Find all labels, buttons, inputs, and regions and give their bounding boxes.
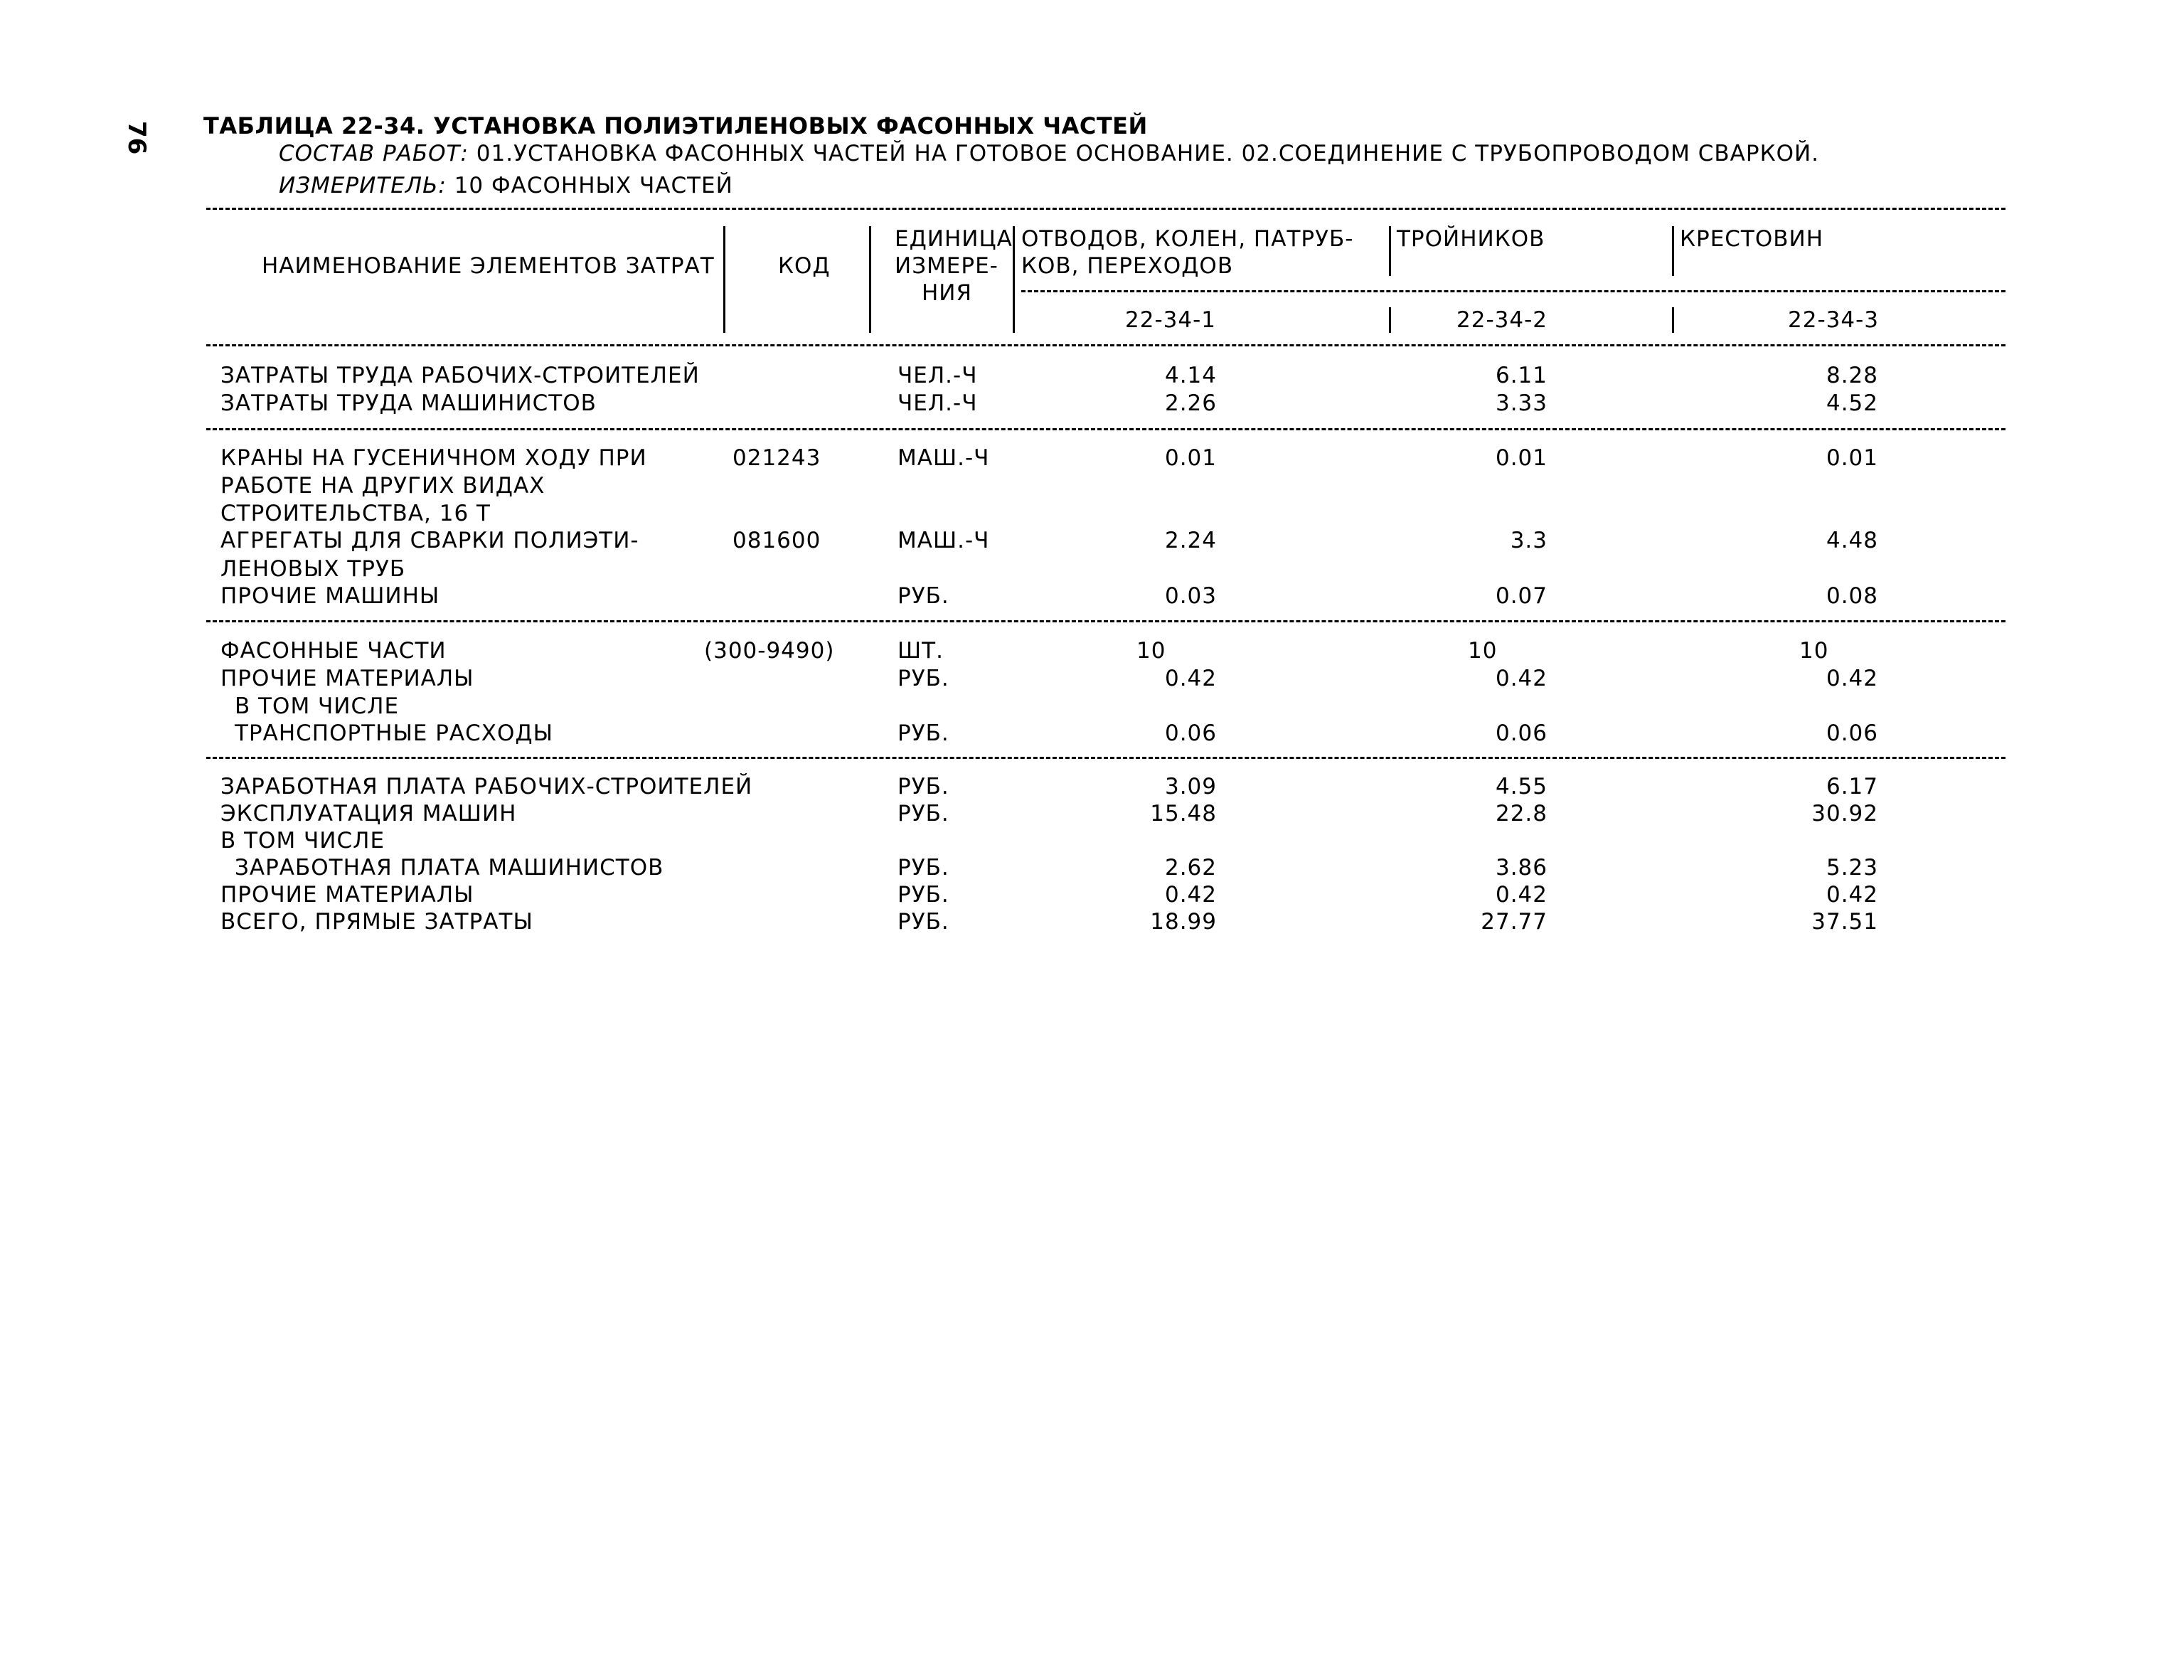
header-unit-3: НИЯ <box>922 280 973 306</box>
section-rule <box>206 620 2005 622</box>
row-code: 081600 <box>733 528 821 553</box>
header-bottom-rule <box>206 344 2005 346</box>
row-name: ЗАТРАТЫ ТРУДА РАБОЧИХ-СТРОИТЕЛЕЙ <box>220 363 700 388</box>
header-code: КОД <box>778 253 831 279</box>
row-name: ФАСОННЫЕ ЧАСТИ <box>220 638 447 664</box>
row-value-22-34-3: 6.17 <box>1826 774 1878 799</box>
row-name: АГРЕГАТЫ ДЛЯ СВАРКИ ПОЛИЭТИ- <box>220 528 639 553</box>
row-code: (300-9490) <box>704 638 835 664</box>
row-value-22-34-1: 10 <box>1136 638 1166 664</box>
row-unit: ЧЕЛ.-Ч <box>897 363 978 388</box>
row-value-22-34-1: 0.42 <box>1164 666 1217 691</box>
row-value-22-34-1: 2.62 <box>1164 855 1217 881</box>
header-separator <box>1389 226 1391 276</box>
header-separator <box>1672 226 1674 276</box>
row-value-22-34-1: 0.42 <box>1164 882 1217 908</box>
row-unit: МАШ.-Ч <box>897 528 990 553</box>
row-value-22-34-3: 37.51 <box>1811 909 1878 935</box>
row-value-22-34-1: 4.14 <box>1164 363 1217 388</box>
row-value-22-34-2: 3.3 <box>1510 528 1548 553</box>
row-value-22-34-1: 3.09 <box>1164 774 1217 799</box>
work-composition-text: 01.УСТАНОВКА ФАСОННЫХ ЧАСТЕЙ НА ГОТОВОЕ ОСНОВАНИЕ. 02.СОЕДИНЕНИЕ С ТРУБОПРОВОДОМ СВАРКОЙ. <box>476 141 1820 166</box>
row-value-22-34-1: 18.99 <box>1150 909 1217 935</box>
row-name: КРАНЫ НА ГУСЕНИЧНОМ ХОДУ ПРИ <box>220 445 647 471</box>
row-value-22-34-1: 0.06 <box>1164 721 1217 746</box>
row-name: ЛЕНОВЫХ ТРУБ <box>220 556 406 582</box>
row-unit: РУБ. <box>897 909 949 935</box>
row-unit: РУБ. <box>897 721 949 746</box>
row-value-22-34-3: 0.06 <box>1826 721 1878 746</box>
row-value-22-34-3: 0.01 <box>1826 445 1878 471</box>
meter-label: ИЗМЕРИТЕЛЬ: <box>279 173 447 198</box>
row-value-22-34-2: 22.8 <box>1495 801 1548 826</box>
row-value-22-34-3: 0.08 <box>1826 583 1878 609</box>
header-separator <box>1389 307 1391 333</box>
row-value-22-34-3: 0.42 <box>1826 882 1878 908</box>
row-value-22-34-2: 3.33 <box>1495 390 1548 416</box>
row-value-22-34-2: 0.01 <box>1495 445 1548 471</box>
header-unit-1: ЕДИНИЦА <box>895 226 1013 252</box>
header-separator <box>723 226 725 333</box>
row-name: ЗАРАБОТНАЯ ПЛАТА РАБОЧИХ-СТРОИТЕЛЕЙ <box>220 774 753 799</box>
row-value-22-34-3: 30.92 <box>1811 801 1878 826</box>
row-value-22-34-3: 10 <box>1799 638 1829 664</box>
page-number: 76 <box>122 121 151 155</box>
row-name: ПРОЧИЕ МАТЕРИАЛЫ <box>220 666 474 691</box>
row-value-22-34-3: 4.48 <box>1826 528 1878 553</box>
row-value-22-34-3: 0.42 <box>1826 666 1878 691</box>
row-value-22-34-2: 0.07 <box>1495 583 1548 609</box>
row-unit: РУБ. <box>897 583 949 609</box>
row-unit: РУБ. <box>897 666 949 691</box>
header-col1-line2: КОВ, ПЕРЕХОДОВ <box>1021 253 1234 279</box>
row-unit: РУБ. <box>897 882 949 908</box>
row-value-22-34-1: 0.03 <box>1164 583 1217 609</box>
row-value-22-34-2: 6.11 <box>1495 363 1548 388</box>
header-col3: КРЕСТОВИН <box>1680 226 1824 252</box>
row-name: РАБОТЕ НА ДРУГИХ ВИДАХ <box>220 473 545 499</box>
row-name: ЗАРАБОТНАЯ ПЛАТА МАШИНИСТОВ <box>235 855 664 881</box>
row-value-22-34-1: 15.48 <box>1150 801 1217 826</box>
header-separator <box>1672 307 1674 333</box>
row-name: В ТОМ ЧИСЛЕ <box>220 828 385 854</box>
header-name: НАИМЕНОВАНИЕ ЭЛЕМЕНТОВ ЗАТРАТ <box>262 253 715 279</box>
row-name: ТРАНСПОРТНЫЕ РАСХОДЫ <box>235 721 553 746</box>
header-top-rule <box>206 208 2005 210</box>
meter-text: 10 ФАСОННЫХ ЧАСТЕЙ <box>454 173 733 198</box>
row-value-22-34-3: 5.23 <box>1826 855 1878 881</box>
subheader-rule <box>1021 290 2005 292</box>
row-value-22-34-2: 3.86 <box>1495 855 1548 881</box>
code-22-34-2: 22-34-2 <box>1456 307 1548 333</box>
row-name: ВСЕГО, ПРЯМЫЕ ЗАТРАТЫ <box>220 909 533 935</box>
row-value-22-34-2: 27.77 <box>1481 909 1548 935</box>
meter <box>279 173 733 198</box>
header-col2: ТРОЙНИКОВ <box>1397 226 1545 252</box>
code-22-34-3: 22-34-3 <box>1788 307 1879 333</box>
code-22-34-1: 22-34-1 <box>1125 307 1216 333</box>
row-unit: ШТ. <box>897 638 944 664</box>
row-name: ПРОЧИЕ МАТЕРИАЛЫ <box>220 882 474 908</box>
row-name: ЗАТРАТЫ ТРУДА МАШИНИСТОВ <box>220 390 597 416</box>
row-value-22-34-2: 10 <box>1468 638 1498 664</box>
row-name: СТРОИТЕЛЬСТВА, 16 Т <box>220 501 491 526</box>
row-value-22-34-1: 2.24 <box>1164 528 1217 553</box>
row-code: 021243 <box>733 445 821 471</box>
row-value-22-34-1: 2.26 <box>1164 390 1217 416</box>
work-composition <box>279 141 1819 166</box>
row-value-22-34-2: 0.06 <box>1495 721 1548 746</box>
row-name: ЭКСПЛУАТАЦИЯ МАШИН <box>220 801 517 826</box>
row-unit: ЧЕЛ.-Ч <box>897 390 978 416</box>
section-rule <box>206 428 2005 430</box>
row-value-22-34-2: 0.42 <box>1495 882 1548 908</box>
row-unit: РУБ. <box>897 855 949 881</box>
header-separator <box>869 226 871 333</box>
header-col1-line1: ОТВОДОВ, КОЛЕН, ПАТРУБ- <box>1021 226 1354 252</box>
row-value-22-34-2: 4.55 <box>1495 774 1548 799</box>
table-title: ТАБЛИЦА 22-34. УСТАНОВКА ПОЛИЭТИЛЕНОВЫХ ФАСОННЫХ ЧАСТЕЙ <box>203 112 1148 139</box>
section-rule <box>206 757 2005 759</box>
work-composition-label: СОСТАВ РАБОТ: <box>279 141 469 166</box>
row-value-22-34-3: 4.52 <box>1826 390 1878 416</box>
row-name: В ТОМ ЧИСЛЕ <box>235 693 400 719</box>
row-unit: МАШ.-Ч <box>897 445 990 471</box>
row-value-22-34-3: 8.28 <box>1826 363 1878 388</box>
row-value-22-34-2: 0.42 <box>1495 666 1548 691</box>
row-name: ПРОЧИЕ МАШИНЫ <box>220 583 440 609</box>
header-separator <box>1013 226 1015 333</box>
header-unit-2: ИЗМЕРЕ- <box>895 253 998 279</box>
row-value-22-34-1: 0.01 <box>1164 445 1217 471</box>
row-unit: РУБ. <box>897 801 949 826</box>
row-unit: РУБ. <box>897 774 949 799</box>
